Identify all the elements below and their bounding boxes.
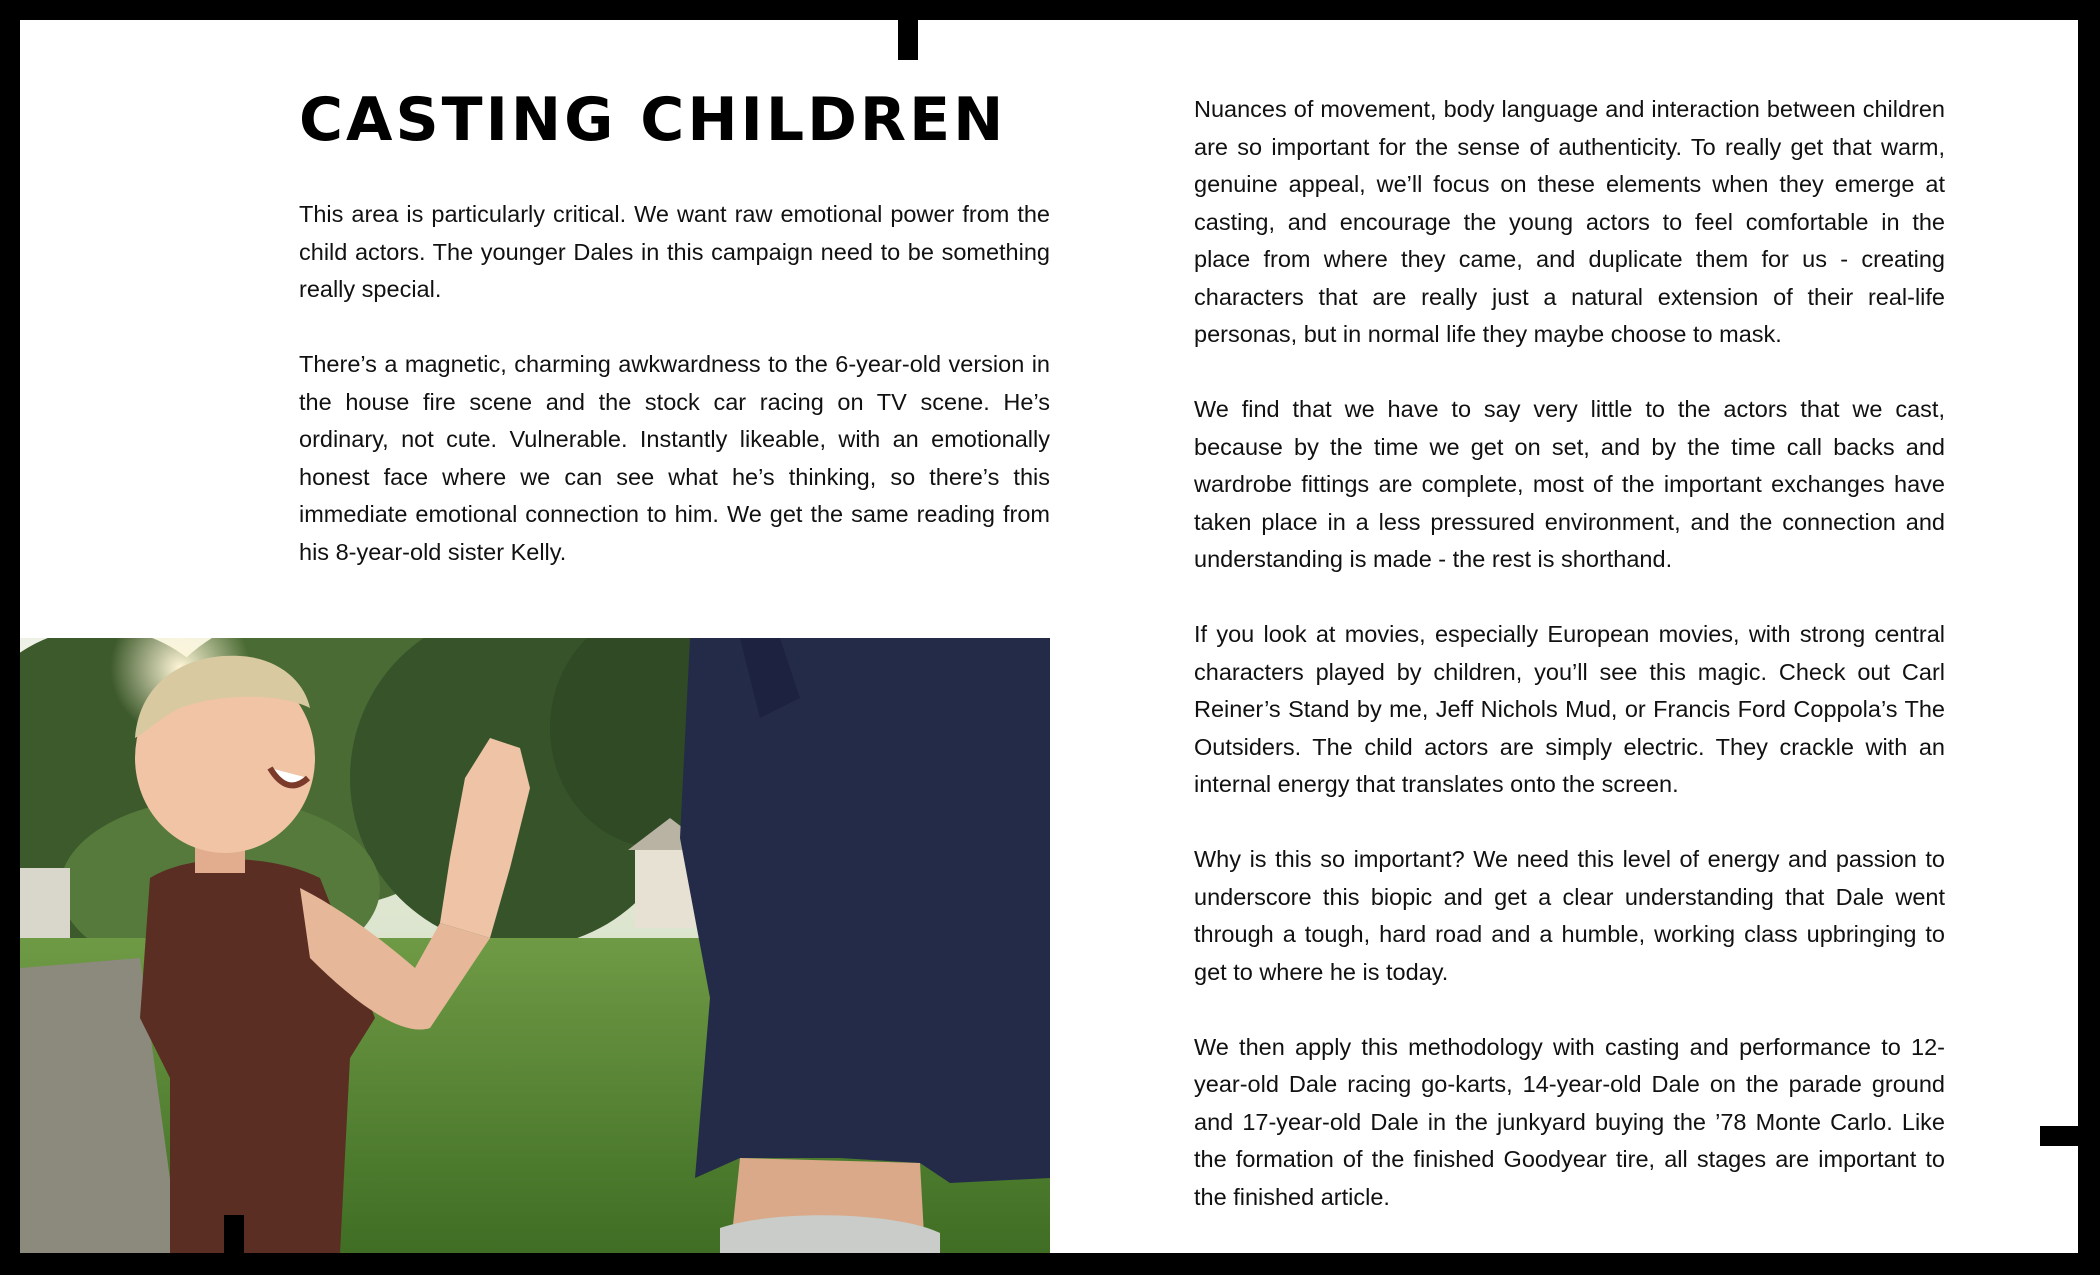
document-page [20,20,2078,1253]
body-paragraph: We find that we have to say very little to the actors that we cast, because by the time we get on set, and by the time call backs and wardrobe fittings are complete, most of the important exchanges have taken place in a less pressured environment, and the connection and understanding is made - the rest is shorthand. [1194,396,1945,572]
body-paragraph: Why is this so important? We need this level of energy and passion to underscore this biopic and get a clear understanding that Dale went through a tough, hard road and a humble, working class upbringing to get to where he is today. [1194,846,1945,985]
crop-mark-right [2040,1126,2078,1146]
crop-mark-top [898,20,918,60]
body-paragraph: We then apply this methodology with casting and performance to 12-year-old Dale racing go-karts, 14-year-old Dale on the parade ground and 17-year-old Dale in the junkyard buying the ’78 Monte Carlo. Like the formation of the finished Goodyear tire, all stages are important to the finished article. [1194,1033,1945,1210]
left-column [299,196,1050,609]
crop-mark-bottom [224,1215,244,1253]
children-photo [20,638,1050,1253]
page-title: CASTING CHILDREN [299,85,1007,155]
body-paragraph: There’s a magnetic, charming awkwardness to the 6-year-old version in the house fire scene and the stock car racing on TV scene. He’s ordinary, not cute. Vulnerable. Instantly likeable, with an emotionally honest face where we can see what he’s thinking, so there’s this immediate emotional connection to him. We get the same reading from his 8-year-old sister Kelly. [299,351,1050,565]
body-paragraph: This area is particularly critical. We want raw emotional power from the child actors. The younger Dales in this campaign need to be something really special. [299,201,1050,302]
right-column [1194,91,1945,1253]
body-paragraph: Nuances of movement, body language and interaction between children are so important for the sense of authenticity. To really get that warm, genuine appeal, we’ll focus on these elements when they emerge at casting, and encourage the young actors to feel comfortable in the place from where they came, and duplicate them for us - creating characters that are really just a natural extension of their real-life personas, but in normal life they maybe choose to mask. [1194,96,1945,347]
body-paragraph: If you look at movies, especially European movies, with strong central characters played by children, you’ll see this magic. Check out Carl Reiner’s Stand by me, Jeff Nichols Mud, or Francis Ford Coppola’s The Outsiders. The child actors are simply electric. They crackle with an internal energy that translates onto the screen. [1194,621,1945,797]
